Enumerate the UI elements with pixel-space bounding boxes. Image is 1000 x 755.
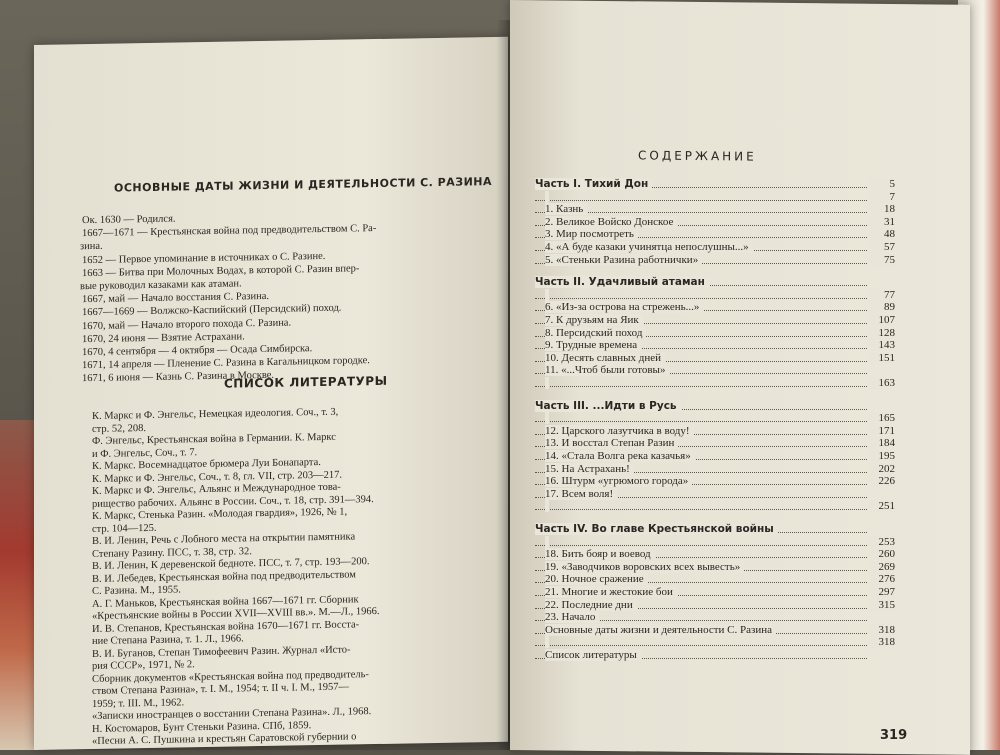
date-entry: 1667—1671 — Крестьянская война под предводительством С. Ра- xyxy=(82,223,377,240)
toc-row xyxy=(535,450,895,463)
toc-leader-dots xyxy=(535,636,867,646)
toc-label xyxy=(545,536,549,548)
toc-label xyxy=(545,500,549,512)
dates-heading: ОСНОВНЫЕ ДАТЫ ЖИЗНИ И ДЕЯТЕЛЬНОСТИ С. РАЗИНА xyxy=(114,175,493,195)
toc-page-number: 251 xyxy=(869,500,895,512)
date-entry: 1667, май — Начало восстания С. Разина. xyxy=(82,291,270,306)
toc-label: 11. «...Чтоб были готовы» xyxy=(545,364,669,376)
bibliography-line: К. Маркс и Ф. Энгельс, Соч., т. 8, гл. VII, стр. 203—217. xyxy=(92,469,343,485)
toc-label xyxy=(545,377,549,389)
toc-label: 5. «Стеньки Разина работнички» xyxy=(545,254,702,266)
bibliography-line: Сборник документов «Крестьянская война под предводитель- xyxy=(92,668,369,685)
bibliography-line: «Крестьянские войны в России XVII—XVIII вв.». М.—Л., 1966. xyxy=(92,605,380,622)
bibliography-line: В. И. Ленин, К деревенской бедноте. ПСС, т. 7, стр. 193—200. xyxy=(92,556,370,572)
bibliography-line: и Ф. Энгельс, Соч., т. 7. xyxy=(92,446,198,460)
date-entry: Ок. 1630 — Родился. xyxy=(82,213,176,227)
toc-page-number: 48 xyxy=(869,228,895,240)
toc-page-number: 31 xyxy=(869,216,895,228)
toc-label: 15. На Астрахань! xyxy=(545,463,634,475)
toc-page-number: 7 xyxy=(869,191,895,203)
toc-page-number: 165 xyxy=(869,412,895,424)
toc-label: 7. К друзьям на Яик xyxy=(545,314,643,326)
toc-row xyxy=(535,599,895,612)
toc-page-number: 315 xyxy=(869,599,895,611)
toc-row xyxy=(535,301,895,314)
toc-label: Часть I. Тихий Дон xyxy=(535,178,652,190)
bibliography-line: К. Маркс и Ф. Энгельс, Немецкая идеология. Соч., т. 3, xyxy=(92,406,339,422)
bibliography-heading: СПИСОК ЛИТЕРАТУРЫ xyxy=(224,373,388,391)
date-entry: 1671, 14 апреля — Пленение С. Разина в Кагальницком городке. xyxy=(82,355,370,372)
toc-label xyxy=(545,191,549,203)
toc-row xyxy=(535,548,895,561)
toc-row xyxy=(535,500,895,513)
toc-label: 14. «Стала Волга река казачья» xyxy=(545,450,695,462)
toc-row xyxy=(535,241,895,254)
toc-row xyxy=(535,377,895,390)
bibliography-line: К. Маркс, Стенька Разин. «Молодая гвардия», 1926, № 1, xyxy=(92,506,348,522)
page-number: 319 xyxy=(880,728,908,743)
toc-label: 16. Штурм «угрюмого города» xyxy=(545,475,692,487)
toc-label: 4. «А буде казаки учинятца непослушны...» xyxy=(545,241,753,253)
toc-row xyxy=(535,624,895,637)
toc-leader-dots xyxy=(535,500,867,510)
bibliography-line: В. И. Лебедев, Крестьянская война под предводительством xyxy=(92,568,356,585)
toc-part-row xyxy=(535,276,895,289)
toc-label: 22. Последние дни xyxy=(545,599,637,611)
toc-page-number: 5 xyxy=(869,178,895,190)
toc-label: 23. Начало xyxy=(545,611,599,623)
toc-label: 17. Всем воля! xyxy=(545,488,617,500)
date-entry: 1670, 24 июня — Взятие Астрахани. xyxy=(82,331,245,345)
toc-row xyxy=(535,327,895,340)
toc-label xyxy=(545,289,549,301)
toc-label: 18. Бить бояр и воевод xyxy=(545,548,655,560)
toc-leader-dots xyxy=(535,191,867,201)
bibliography-line: В. И. Ленин, Речь с Лобного места на открытии памятника xyxy=(92,531,356,547)
toc-page-number: 57 xyxy=(869,241,895,253)
toc-row xyxy=(535,203,895,216)
toc-page-number: 171 xyxy=(869,425,895,437)
date-entry: 1671, 6 июня — Казнь С. Разина в Москве. xyxy=(82,370,275,385)
toc-row xyxy=(535,314,895,327)
toc-row xyxy=(535,191,895,204)
toc-label: 6. «Из-за острова на стрежень...» xyxy=(545,301,703,313)
bibliography-line: Степану Разину. ПСС, т. 38, стр. 32. xyxy=(92,545,252,560)
toc-label: 2. Великое Войско Донское xyxy=(545,216,677,228)
bibliography-line: стр. 104—125. xyxy=(92,522,157,535)
bibliography-line: 1959; т. III. М., 1962. xyxy=(92,696,185,710)
bibliography-line: Ф. Энгельс, Крестьянская война в Германии. К. Маркс xyxy=(92,431,336,447)
toc-leader-dots xyxy=(535,536,867,546)
toc-row xyxy=(535,586,895,599)
toc-label: Основные даты жизни и деятельности С. Разина xyxy=(545,624,776,636)
toc-row xyxy=(535,649,895,662)
book-cover-edge xyxy=(0,420,38,750)
toc-label: 13. И восстал Степан Разин xyxy=(545,437,678,449)
bibliography-line: И. В. Степанов, Крестьянская война 1670—1671 гг. Восста- xyxy=(92,618,360,635)
toc-label: 9. Трудные времена xyxy=(545,339,641,351)
date-entry: 1670, 4 сентября — 4 октября — Осада Симбирска. xyxy=(82,343,313,359)
bibliography-line: рищество рабочих. Альянс в России. Соч., т. 18, стр. 391—394. xyxy=(92,493,374,510)
toc-label: 3. Мир посмотреть xyxy=(545,228,638,240)
toc-page-number: 318 xyxy=(869,624,895,636)
toc-label: 8. Персидский поход xyxy=(545,327,646,339)
left-page xyxy=(34,37,508,750)
toc-page-number: 143 xyxy=(869,339,895,351)
toc-page-number: 276 xyxy=(869,573,895,585)
date-entry: 1652 — Первое упоминание в источниках о С. Разине. xyxy=(82,250,326,266)
toc-row xyxy=(535,254,895,267)
toc-page-number: 318 xyxy=(869,636,895,648)
toc-row xyxy=(535,364,895,377)
toc-leader-dots xyxy=(535,412,867,422)
toc-label: Часть III. ...Идти в Русь xyxy=(535,400,681,412)
bibliography-line: «Песни А. С. Пушкина и крестьян Саратовской губернии о xyxy=(92,731,357,747)
toc-page-number: 184 xyxy=(869,437,895,449)
toc-part-row xyxy=(535,400,895,413)
toc-label: Список литературы xyxy=(545,649,641,661)
toc-row xyxy=(535,352,895,365)
toc-label xyxy=(545,412,549,424)
date-entry: 1667—1669 — Волжско-Каспийский (Персидский) поход. xyxy=(82,303,342,319)
toc-row xyxy=(535,289,895,302)
toc-leader-dots xyxy=(535,289,867,299)
toc-row xyxy=(535,216,895,229)
bibliography-line: стр. 52, 208. xyxy=(92,422,147,435)
toc-page-number: 297 xyxy=(869,586,895,598)
bibliography-line: А. Г. Маньков, Крестьянская война 1667—1671 гг. Сборник xyxy=(92,593,359,610)
contents-title: СОДЕРЖАНИЕ xyxy=(638,148,757,164)
toc-label: Часть II. Удачливый атаман xyxy=(535,276,709,288)
toc-row xyxy=(535,412,895,425)
toc-page-number: 226 xyxy=(869,475,895,487)
toc-page-number: 77 xyxy=(869,289,895,301)
date-entry: 1670, май — Начало второго похода С. Разина. xyxy=(82,317,292,332)
toc-row xyxy=(535,339,895,352)
bibliography-line: ние Степана Разина, т. 1. Л., 1966. xyxy=(92,633,244,647)
toc-page-number: 202 xyxy=(869,463,895,475)
toc-row xyxy=(535,463,895,476)
bibliography-line: ством Степана Разина», т. I. М., 1954; т. II ч. I. М., 1957— xyxy=(92,681,350,697)
toc-page-number: 163 xyxy=(869,377,895,389)
bibliography-line: В. И. Буганов, Степан Тимофеевич Разин. Журнал «Исто- xyxy=(92,643,351,660)
bibliography-line: рия СССР», 1971, № 2. xyxy=(92,659,195,672)
toc-page-number: 18 xyxy=(869,203,895,215)
bibliography-line: С. Разина. М., 1955. xyxy=(92,584,181,597)
bibliography-line: К. Маркс и Ф. Энгельс, Альянс и Международное това- xyxy=(92,481,341,497)
toc-label: 10. Десять славных дней xyxy=(545,352,665,364)
toc-page-number: 89 xyxy=(869,301,895,313)
toc-page-number: 151 xyxy=(869,352,895,364)
toc-row xyxy=(535,437,895,450)
date-entry: 1663 — Битва при Молочных Водах, в которой С. Разин впер- xyxy=(82,263,360,279)
toc-label: 20. Ночное сражение xyxy=(545,573,648,585)
toc-label: 19. «Заводчиков воровских всех вывесть» xyxy=(545,561,744,573)
toc-page-number: 253 xyxy=(869,536,895,548)
toc-row xyxy=(535,425,895,438)
toc-row xyxy=(535,611,895,624)
bibliography-line: «Записки иностранцев о восстании Степана Разина». Л., 1968. xyxy=(92,706,372,722)
toc-row xyxy=(535,488,895,501)
toc-part-row xyxy=(535,523,895,536)
toc-part-row xyxy=(535,178,895,191)
toc-page-number: 269 xyxy=(869,561,895,573)
toc-label: Часть IV. Во главе Крестьянской войны xyxy=(535,523,778,535)
bibliography-line: К. Маркс. Восемнадцатое брюмера Луи Бонапарта. xyxy=(92,456,321,472)
toc-page-number: 128 xyxy=(869,327,895,339)
toc-label: 21. Многие и жестокие бои xyxy=(545,586,677,598)
toc-label: 1. Казнь xyxy=(545,203,587,215)
toc-row xyxy=(535,573,895,586)
date-entry: зина. xyxy=(80,241,103,253)
toc-page-number: 107 xyxy=(869,314,895,326)
date-entry: вые руководил казаками как атаман. xyxy=(80,278,242,293)
bibliography-line: Н. Костомаров, Бунт Стеньки Разина. СПб, 1859. xyxy=(92,719,312,735)
toc-label: 12. Царского лазутчика в воду! xyxy=(545,425,694,437)
toc-label xyxy=(545,636,549,648)
toc-page-number: 75 xyxy=(869,254,895,266)
toc-row xyxy=(535,228,895,241)
toc-row xyxy=(535,475,895,488)
toc-row xyxy=(535,536,895,549)
toc-page-number: 260 xyxy=(869,548,895,560)
toc-row xyxy=(535,561,895,574)
toc-page-number: 195 xyxy=(869,450,895,462)
toc-leader-dots xyxy=(535,377,867,387)
toc-row xyxy=(535,636,895,649)
